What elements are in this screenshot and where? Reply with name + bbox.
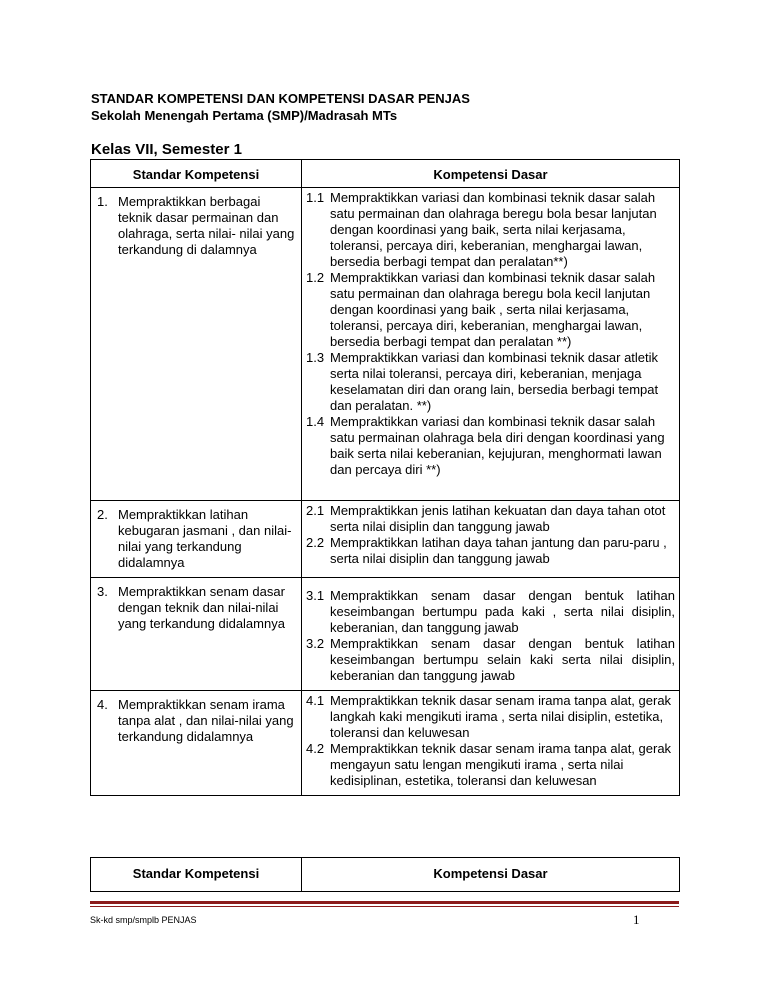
kd-item <box>306 270 675 350</box>
kd-number: 1.4 <box>306 414 325 429</box>
header-kompetensi-dasar: Kompetensi Dasar <box>302 858 680 892</box>
sk-text: Mempraktikkan berbagai teknik dasar permainan dan olahraga, serta nilai- nilai yang terkandung di dalamnya <box>118 194 295 257</box>
competency-table-continued <box>90 857 680 892</box>
table-row <box>91 501 680 578</box>
kd-number: 1.1 <box>306 190 325 205</box>
header-standar-kompetensi: Standar Kompetensi <box>91 858 302 892</box>
table-header-row <box>91 160 680 188</box>
kd-cell <box>302 691 680 796</box>
sk-cell <box>91 691 302 796</box>
kd-number: 2.1 <box>306 503 325 518</box>
kd-number: 2.2 <box>306 535 325 550</box>
sk-number: 2. <box>97 507 108 522</box>
sk-cell <box>91 188 302 501</box>
kd-item <box>306 350 675 414</box>
kd-text: Mempraktikkan variasi dan kombinasi teknik dasar salah satu permainan olahraga bela diri dengan koordinasi yang baik serta nilai keberanian, kejujuran, menghormati lawan dan percaya diri **) <box>330 414 665 477</box>
footer-rule-thick <box>90 901 679 904</box>
kd-item <box>306 741 675 789</box>
kd-number: 1.2 <box>306 270 325 285</box>
page-number: 1 <box>633 912 640 927</box>
table-row <box>91 691 680 796</box>
sk-number: 4. <box>97 697 108 712</box>
sk-number: 1. <box>97 194 108 209</box>
kd-cell <box>302 188 680 501</box>
kd-text: Mempraktikkan teknik dasar senam irama tanpa alat, gerak mengayun satu lengan mengikuti irama , serta nilai kedisiplinan, estetika, toleransi dan keluwesan <box>330 741 672 788</box>
sk-cell <box>91 501 302 578</box>
table-row <box>91 578 680 691</box>
sk-text: Mempraktikkan latihan kebugaran jasmani , dan nilai-nilai yang terkandung didalamnya <box>118 507 292 570</box>
table-row <box>91 188 680 501</box>
document-subtitle: Sekolah Menengah Pertama (SMP)/Madrasah MTs <box>91 108 398 123</box>
kd-item <box>306 503 675 535</box>
kd-item <box>306 693 675 741</box>
kd-cell <box>302 578 680 691</box>
kd-text: Mempraktikkan latihan daya tahan jantung dan paru-paru , serta nilai disiplin dan tanggung jawab <box>330 535 667 566</box>
header-standar-kompetensi: Standar Kompetensi <box>91 160 302 188</box>
kd-text: Mempraktikkan senam dasar dengan bentuk latihan keseimbangan bertumpu pada kaki , serta nilai disiplin, keberanian, dan tanggung jawab <box>330 588 675 635</box>
sk-text: Mempraktikkan senam dasar dengan teknik dan nilai-nilai yang terkandung didalamnya <box>118 584 285 631</box>
kd-item <box>306 636 675 684</box>
kd-text: Mempraktikkan variasi dan kombinasi teknik dasar atletik serta nilai toleransi, percaya diri, keberanian, menjaga keselamatan diri dan orang lain, bersedia berbagi tempat dan peralatan. **) <box>330 350 659 413</box>
kd-text: Mempraktikkan senam dasar dengan bentuk latihan keseimbangan bertumpu selain kaki serta nilai disiplin, keberanian dan tanggung jawab <box>330 636 675 683</box>
header-kompetensi-dasar: Kompetensi Dasar <box>302 160 680 188</box>
competency-table <box>90 159 680 796</box>
footer-rule-thin <box>90 906 679 907</box>
kd-item <box>306 535 675 567</box>
kd-number: 4.2 <box>306 741 325 756</box>
kd-item <box>306 588 675 636</box>
kd-text: Mempraktikkan teknik dasar senam irama tanpa alat, gerak langkah kaki mengikuti irama , serta nilai disiplin, estetika, toleransi dan keluwesan <box>330 693 672 740</box>
kd-text: Mempraktikkan jenis latihan kekuatan dan daya tahan otot serta nilai disiplin dan tanggung jawab <box>330 503 666 534</box>
kd-number: 4.1 <box>306 693 325 708</box>
kd-item <box>306 414 675 478</box>
kd-number: 3.1 <box>306 588 325 603</box>
document-title: STANDAR KOMPETENSI DAN KOMPETENSI DASAR PENJAS <box>91 91 470 106</box>
table-header-row <box>91 858 680 892</box>
sk-text: Mempraktikkan senam irama tanpa alat , dan nilai-nilai yang terkandung didalamnya <box>118 697 294 744</box>
kd-text: Mempraktikkan variasi dan kombinasi teknik dasar salah satu permainan dan olahraga beregu bola besar lanjutan dengan koordinasi yang baik, serta nilai kerjasama, toleransi, percaya diri, keberanian, menghargai lawan, bersedia berbagi tempat dan peralatan**) <box>330 190 657 269</box>
kd-text: Mempraktikkan variasi dan kombinasi teknik dasar salah satu permainan dan olahraga beregu bola kecil lanjutan dengan koordinasi yang baik , serta nilai kerjasama, toleransi, percaya diri, keberanian, menghargai lawan, bersedia berbagi tempat dan peralatan **) <box>330 270 656 349</box>
footer-label: Sk-kd smp/smplb PENJAS <box>90 915 197 925</box>
kd-cell <box>302 501 680 578</box>
kd-number: 3.2 <box>306 636 325 651</box>
sk-cell <box>91 578 302 691</box>
kd-number: 1.3 <box>306 350 325 365</box>
class-semester-heading: Kelas VII, Semester 1 <box>91 141 242 158</box>
sk-number: 3. <box>97 584 108 599</box>
kd-item <box>306 190 675 270</box>
